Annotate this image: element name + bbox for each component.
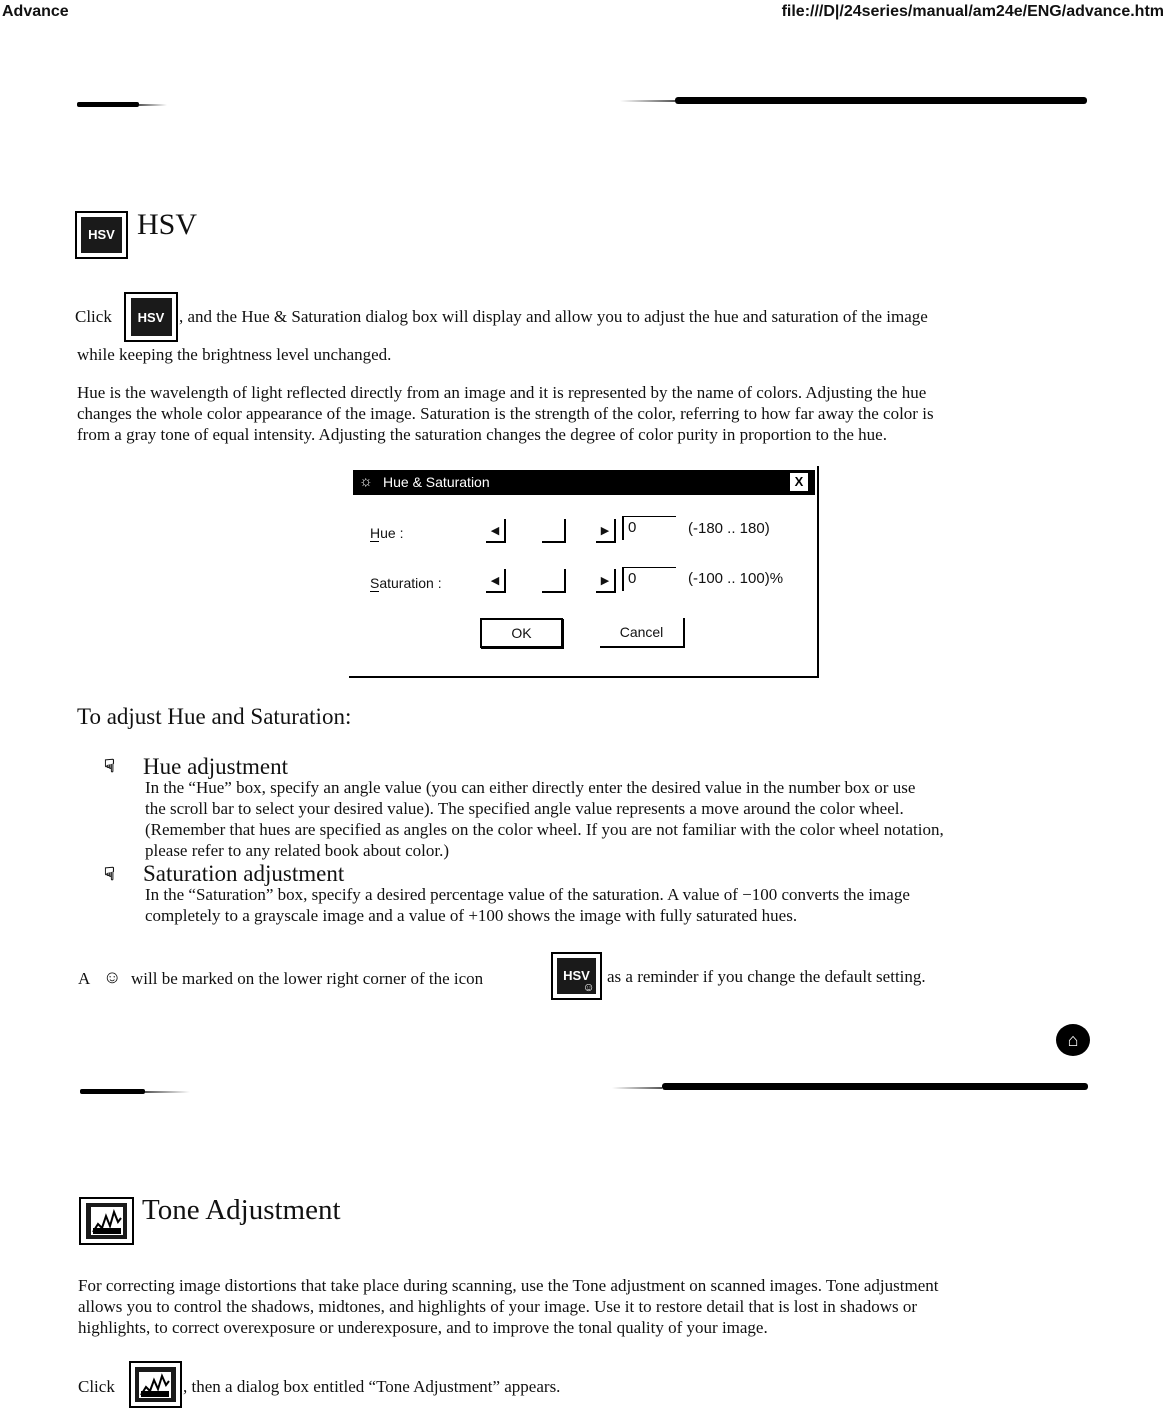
divider-right-fade (620, 100, 675, 102)
saturation-range: (-100 .. 100)% (688, 570, 784, 587)
tone-icon-glyph (86, 1203, 128, 1239)
hue-adjustment-line-3: (Remember that hues are specified as angles on the color wheel. If you are not familiar with the color wheel notation, (145, 820, 944, 839)
tone-inline-graph-icon (138, 1371, 172, 1399)
hue-label-accel (370, 541, 379, 542)
hsv-click-desc: , and the Hue & Saturation dialog box will display and allow you to adjust the hue and saturation of the image (179, 307, 928, 326)
hsv-marked-icon-glyph (557, 958, 596, 994)
smiley-icon: ☺ (103, 967, 122, 987)
hsv-click-text: Click (75, 307, 112, 326)
saturation-right-arrow[interactable]: ▶ (596, 569, 616, 593)
smiley-badge-icon: ☺ (582, 980, 595, 995)
hsv-icon (75, 211, 128, 259)
hsv-paragraph-line-1: Hue is the wavelength of light reflected directly from an image and it is represented by the name of colors. Adjusting the hue (77, 383, 927, 402)
home-icon[interactable]: ⌂ (1056, 1024, 1090, 1056)
dialog-close-button[interactable]: X (789, 472, 809, 492)
divider-left (77, 102, 139, 107)
tone-inline-icon[interactable] (129, 1361, 182, 1408)
dialog-titlebar (353, 470, 815, 495)
saturation-label-accel (370, 591, 379, 592)
tone-paragraph-line-3: highlights, to correct overexposure or underexposure, and to improve the tonal quality of your image. (78, 1318, 768, 1337)
divider-left-fade-2 (145, 1091, 190, 1093)
tone-heading: Tone Adjustment (142, 1194, 341, 1226)
dialog-title: Hue & Saturation (383, 474, 490, 490)
hue-scroll-track[interactable] (542, 519, 566, 543)
reminder-a: A (78, 969, 91, 988)
hue-adjustment-title: Hue adjustment (143, 754, 288, 779)
saturation-adjustment-line-1: In the “Saturation” box, specify a desired percentage value of the saturation. A value of −100 converts the image (145, 885, 910, 904)
tone-click-desc: , then a dialog box entitled “Tone Adjustment” appears. (183, 1377, 561, 1396)
tone-graph-icon (90, 1206, 124, 1236)
saturation-adjustment-line-2: completely to a grayscale image and a value of +100 shows the image with fully saturated hues. (145, 906, 798, 925)
page-header-url: file:///D|/24series/manual/am24e/ENG/advance.htm (781, 3, 1164, 20)
hsv-click-desc-2: while keeping the brightness level unchanged. (77, 345, 392, 364)
pointer-icon: ☟ (104, 864, 115, 884)
hsv-icon-glyph: HSV (81, 217, 121, 253)
tone-click-text: Click (78, 1377, 115, 1396)
hsv-paragraph-line-2: changes the whole color appearance of the image. Saturation is the strength of the color, referring to how far away the color is (77, 404, 934, 423)
tone-icon (79, 1197, 134, 1245)
hue-adjustment-line-4: please refer to any related book about color.) (145, 841, 449, 860)
adjust-heading: To adjust Hue and Saturation: (77, 704, 352, 729)
hsv-inline-icon[interactable] (124, 292, 178, 342)
hue-label: Hue : (370, 525, 404, 541)
dialog-app-icon: ☼ (359, 473, 373, 490)
tone-inline-icon-glyph (135, 1367, 175, 1402)
saturation-input[interactable]: 0 (622, 567, 676, 591)
hsv-marked-icon-label: HSV (563, 968, 590, 984)
hue-adjustment-line-2: the scroll bar to select your desired value). The specified angle value represents a move around the color wheel. (145, 799, 904, 818)
hue-right-arrow[interactable]: ▶ (596, 519, 616, 543)
saturation-left-arrow[interactable]: ◀ (486, 569, 506, 593)
page-header-title: Advance (2, 3, 69, 20)
saturation-adjustment-title: Saturation adjustment (143, 861, 345, 886)
hue-left-arrow[interactable]: ◀ (486, 519, 506, 543)
cancel-button[interactable]: Cancel (600, 618, 685, 648)
divider-left-2 (80, 1089, 145, 1094)
hsv-heading: HSV (137, 208, 198, 241)
hue-adjustment-line-1: In the “Hue” box, specify an angle value (you can either directly enter the desired value in the number box or use (145, 778, 916, 797)
saturation-scroll-track[interactable] (542, 569, 566, 593)
reminder-end: as a reminder if you change the default setting. (607, 967, 926, 986)
hsv-paragraph-line-3: from a gray tone of equal intensity. Adjusting the saturation changes the degree of color purity in proportion to the hue. (77, 425, 887, 444)
ok-button[interactable]: OK (480, 618, 563, 648)
hue-range: (-180 .. 180) (688, 520, 770, 537)
hsv-marked-icon (551, 952, 602, 1000)
hue-input[interactable]: 0 (622, 516, 676, 540)
pointer-icon: ☟ (104, 756, 115, 776)
tone-paragraph-line-1: For correcting image distortions that take place during scanning, use the Tone adjustment on scanned images. Tone adjustment (78, 1276, 939, 1295)
divider-right-fade-2 (612, 1087, 662, 1089)
divider-right-2 (662, 1083, 1088, 1090)
divider-left-fade (139, 104, 167, 106)
reminder-text: will be marked on the lower right corner of the icon (131, 969, 484, 988)
hsv-inline-icon-glyph: HSV (131, 298, 172, 336)
divider-right (675, 97, 1087, 104)
tone-paragraph-line-2: allows you to control the shadows, midtones, and highlights of your image. Use it to restore detail that is lost in shadows or (78, 1297, 918, 1316)
saturation-label: Saturation : (370, 575, 442, 591)
